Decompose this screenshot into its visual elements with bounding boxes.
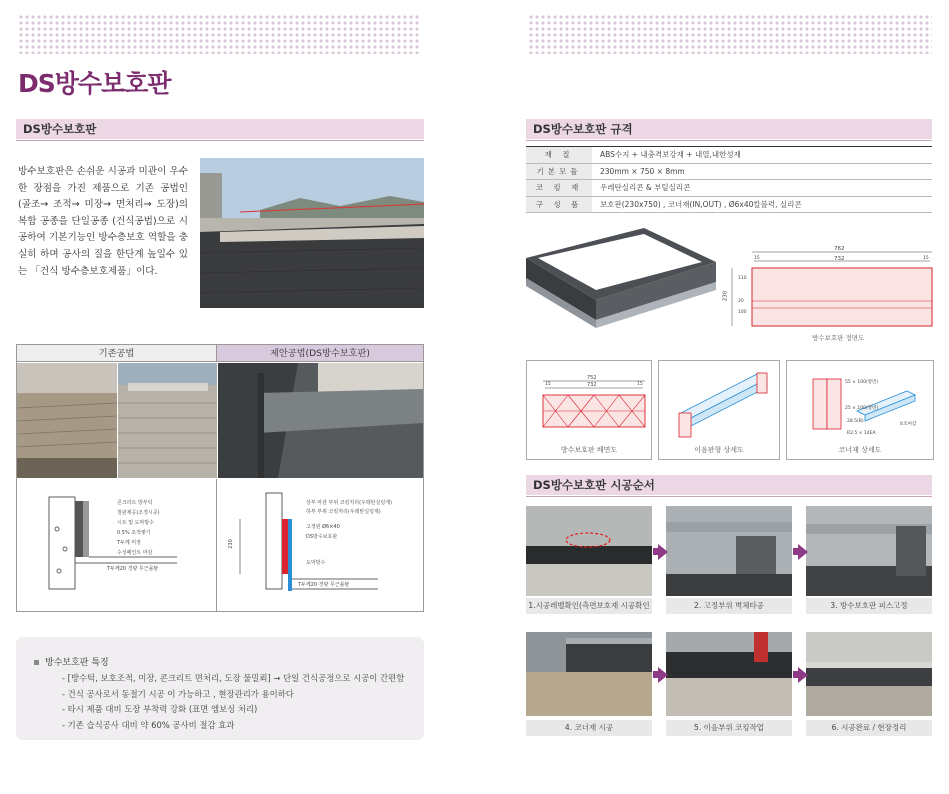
existing-method-header: 기존공법 bbox=[17, 345, 217, 362]
back-dim: 752 bbox=[587, 375, 597, 381]
step-photo-2 bbox=[666, 506, 792, 596]
back-dim: 15 bbox=[637, 382, 643, 387]
existing-label: 수성페인트 마감 bbox=[117, 550, 153, 556]
feature-item: - 기존 습식공사 대비 약 60% 공사비 절감 효과 bbox=[62, 719, 235, 730]
step-caption: 4. 코너재 시공 bbox=[526, 720, 652, 736]
features-box bbox=[16, 637, 424, 740]
proposed-label: 고정핀 Ø6×40 bbox=[306, 524, 340, 530]
back-view-drawing bbox=[526, 360, 652, 460]
method-comparison-table bbox=[16, 344, 424, 612]
step-arrow-icon bbox=[658, 667, 668, 683]
front-dim-small: 15 bbox=[923, 256, 929, 261]
back-dim: 732 bbox=[587, 382, 597, 388]
table-row: 기본모듈 230mm × 750 × 8mm bbox=[526, 163, 932, 180]
front-dim-side: 230 bbox=[722, 290, 729, 302]
proposed-dim-230: 230 bbox=[227, 539, 234, 549]
features-list bbox=[62, 671, 404, 733]
existing-label: 철판제공(조경시공) bbox=[117, 510, 160, 516]
proposed-method-photo bbox=[218, 363, 423, 478]
existing-method-photo-2 bbox=[118, 363, 217, 478]
joint-detail-drawing bbox=[658, 360, 780, 460]
corner-label: 보호마감 bbox=[899, 422, 917, 427]
step-arrow-icon bbox=[798, 544, 808, 560]
step-caption: 3. 방수보호판 피스고정 bbox=[806, 598, 932, 614]
proposed-method-header: 제안공법(DS방수보호판) bbox=[217, 345, 423, 362]
corner-label: 55 × 100(방면) bbox=[845, 380, 879, 385]
step-caption: 1.시공레벨확인(측면보호재 시공확인 bbox=[526, 598, 652, 614]
header-dot-band-right bbox=[528, 14, 932, 54]
step-arrow-icon bbox=[658, 544, 668, 560]
front-view-drawing bbox=[722, 246, 936, 346]
section-header-process: DS방수보호판 시공순서 bbox=[526, 475, 932, 495]
proposed-label: 상부 마감 부위 코킹처리(우레탄실링재) bbox=[306, 500, 392, 506]
proposed-method-section-drawing bbox=[218, 479, 423, 611]
front-dim-inner: 732 bbox=[834, 256, 845, 262]
existing-label: 0.5% 조적쌓기 bbox=[117, 530, 151, 536]
feature-item: - 타시 제품 대비 도장 부착력 강화 (표면 엠보싱 처리) bbox=[62, 704, 258, 714]
front-dim-small: 100 bbox=[738, 310, 747, 315]
step-caption: 5. 이음부위 코킹작업 bbox=[666, 720, 792, 736]
rooftop-photo bbox=[200, 158, 424, 308]
corner-label: R2.5 × 14EA bbox=[847, 431, 876, 436]
page-title: DS방수보호판 bbox=[18, 69, 171, 98]
corner-label: 25 × 100(방면) bbox=[845, 406, 879, 411]
feature-item: - 건식 공사로서 동절기 시공 이 가능하고 , 현장관리가 용이하다 bbox=[62, 688, 294, 699]
step-photo-6 bbox=[806, 632, 932, 716]
product-3d-render bbox=[526, 228, 716, 348]
corner-detail-drawing bbox=[786, 360, 934, 460]
step-photo-1 bbox=[526, 506, 652, 596]
section-header-spec: DS방수보호판 규격 bbox=[526, 119, 932, 139]
step-photo-4 bbox=[526, 632, 652, 716]
proposed-label: 하부 부위 코킹처리(우레탄실링재) bbox=[306, 509, 381, 515]
back-dim: 15 bbox=[545, 382, 551, 387]
back-view-caption: 방수보호판 배면도 bbox=[560, 446, 618, 454]
header-dot-band-left bbox=[18, 14, 420, 54]
intro-text: 방수보호판은 손쉬운 시공과 미관이 우수한 장점을 가진 제품으로 기존 공법인 (골조→ 조적→ 미장→ 면처리→ 도장)의 복합 공종을 단일공종 (건식공법)으로 시공하여 기본기능인 방수층보호 역할을 충실히 하며 공사의 질을 한단계 높일수 있는 「건식 방수층보호제품」이다. bbox=[18, 166, 188, 277]
front-dim-small: 20 bbox=[738, 299, 744, 304]
front-dim-small: 110 bbox=[738, 276, 747, 281]
proposed-label: 도막방수 bbox=[306, 560, 326, 566]
front-dim-small: 15 bbox=[754, 256, 760, 261]
spec-table bbox=[526, 146, 932, 213]
proposed-label: DS방수보호판 bbox=[306, 534, 338, 540]
proposed-label: T두께20 경량 무근몰탈 bbox=[298, 582, 350, 588]
joint-detail-caption: 이음판형 상세도 bbox=[694, 446, 744, 454]
front-dim-top: 762 bbox=[834, 246, 845, 252]
step-caption: 2. 고정부위 벽체타공 bbox=[666, 598, 792, 614]
table-row: 재 질 ABS수지 + 내충격보강재 + 내열,내한성재 bbox=[526, 147, 932, 164]
existing-label: T두께 미장 bbox=[117, 540, 141, 546]
table-row: 구 성 품 보호판(230x750) , 코너재(IN,OUT) , Ø6x40칼블럭, 실리콘 bbox=[526, 196, 932, 213]
existing-method-photo-1 bbox=[17, 363, 117, 478]
feature-item: - [방수턱, 보호조적, 미장, 콘크리트 면처리, 도장 물밀뢰] → 단일 건식공정으로 시공이 간편함 bbox=[62, 673, 405, 683]
existing-method-section-drawing bbox=[17, 479, 217, 611]
table-row: 코 킹 재 우레탄실리콘 & 부틸실리콘 bbox=[526, 180, 932, 197]
corner-detail-caption: 코너재 상세도 bbox=[838, 446, 882, 454]
section-header-intro: DS방수보호판 bbox=[16, 119, 424, 139]
existing-label: 콘크리트 방부턱 bbox=[117, 500, 153, 506]
step-arrow-icon bbox=[798, 667, 808, 683]
existing-label: T두께20 경량 무근몰탈 bbox=[107, 566, 159, 572]
existing-label: 시트 및 도막방수 bbox=[117, 520, 154, 526]
corner-label: 28.5(B) bbox=[847, 419, 864, 424]
front-view-caption: 방수보호판 정면도 bbox=[812, 334, 865, 342]
features-title: 방수보호판 특징 bbox=[34, 655, 109, 668]
step-photo-5 bbox=[666, 632, 792, 716]
step-photo-3 bbox=[806, 506, 932, 596]
step-caption: 6. 시공완료 / 현장정리 bbox=[806, 720, 932, 736]
